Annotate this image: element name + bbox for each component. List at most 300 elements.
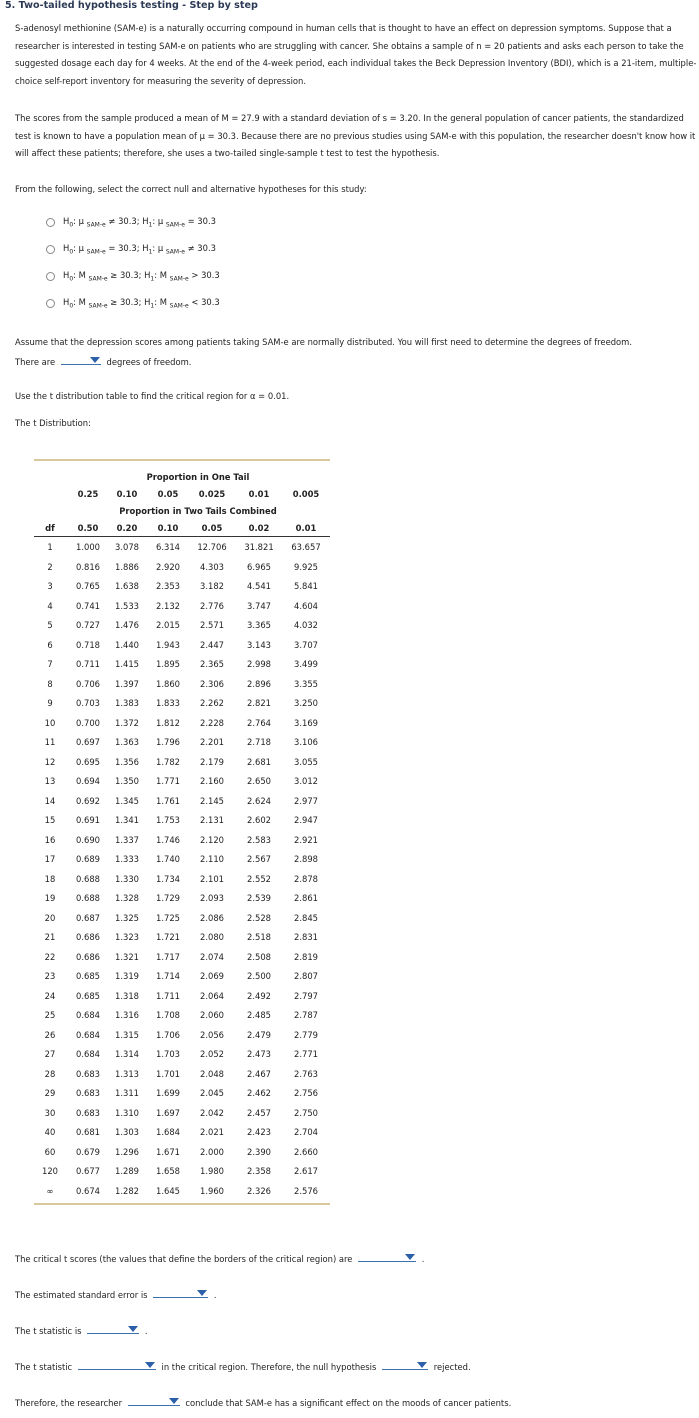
table-cell: 1.341 <box>115 815 139 825</box>
df-value: 11 <box>44 737 56 747</box>
df-after-text: degrees of freedom. <box>106 357 192 367</box>
table-cell: 0.703 <box>76 698 100 708</box>
table-cell: 0.687 <box>76 913 100 923</box>
table-cell: 2.998 <box>247 659 271 669</box>
table-cell: 1.761 <box>156 796 180 806</box>
two-tail-header: 0.02 <box>248 523 270 533</box>
table-cell: 1.708 <box>156 1010 180 1020</box>
table-cell: 2.787 <box>294 1010 318 1020</box>
table-cell: 0.694 <box>76 776 100 786</box>
hypothesis-option-text: $H_0$: μ $_{SAM-e}$ ≠ 30.3; $H_1$: μ $_{SAM-e}$ = 30.3 <box>63 216 216 229</box>
table-cell: 1.697 <box>156 1108 180 1118</box>
table-cell: 2.473 <box>247 1049 271 1059</box>
table-cell: 1.350 <box>115 776 139 786</box>
table-cell: 2.306 <box>200 679 224 689</box>
se-end: . <box>213 1290 217 1300</box>
df-value: 14 <box>44 796 56 806</box>
table-cell: 1.333 <box>115 854 139 864</box>
table-cell: 1.313 <box>115 1069 139 1079</box>
table-cell: 2.718 <box>247 737 271 747</box>
table-cell: 0.706 <box>76 679 100 689</box>
two-tail-header: 0.10 <box>157 523 179 533</box>
df-before-text: There are <box>15 357 56 367</box>
table-cell: 2.617 <box>294 1166 318 1176</box>
table-cell: 1.734 <box>156 874 180 884</box>
df-value: 2 <box>47 562 53 572</box>
table-cell: 2.861 <box>294 893 318 903</box>
table-cell: 2.779 <box>294 1030 318 1040</box>
table-cell: 2.539 <box>247 893 271 903</box>
one-tail-header: 0.25 <box>77 489 99 499</box>
table-cell: 2.764 <box>247 718 271 728</box>
table-cell: 3.707 <box>294 640 318 650</box>
hypothesis-option-text: $H_0$: M $_{SAM-e}$ ≥ 30.3; $H_1$: M $_{SAM-e}$ < 30.3 <box>63 297 220 310</box>
table-cell: 2.467 <box>247 1069 271 1079</box>
df-value: 17 <box>44 854 56 864</box>
se-text: The estimated standard error is <box>15 1290 148 1300</box>
chevron-down-icon <box>169 1398 179 1404</box>
table-cell: 2.807 <box>294 971 318 981</box>
table-cell: 0.691 <box>76 815 100 825</box>
region-question <box>15 1360 471 1372</box>
one-tail-header: 0.05 <box>157 489 179 499</box>
table-cell: 2.756 <box>294 1088 318 1098</box>
table-cell: 2.069 <box>200 971 224 981</box>
table-cell: 0.674 <box>76 1186 100 1196</box>
table-cell: 2.602 <box>247 815 271 825</box>
table-cell: 2.583 <box>247 835 271 845</box>
conclude-dropdown[interactable] <box>128 1396 180 1406</box>
table-cell: 2.064 <box>200 991 224 1001</box>
table-cell: 2.353 <box>156 581 180 591</box>
table-cell: 2.462 <box>247 1088 271 1098</box>
table-cell: 1.319 <box>115 971 139 981</box>
table-cell: 2.947 <box>294 815 318 825</box>
conclusion-question <box>15 1396 511 1408</box>
table-cell: 0.684 <box>76 1049 100 1059</box>
table-cell: 0.695 <box>76 757 100 767</box>
hypothesis-option[interactable] <box>46 243 216 256</box>
conclude-before-text: Therefore, the researcher <box>15 1398 123 1408</box>
table-cell: 1.356 <box>115 757 139 767</box>
table-cell: 1.658 <box>156 1166 180 1176</box>
table-cell: 2.358 <box>247 1166 271 1176</box>
table-cell: 3.182 <box>200 581 224 591</box>
table-cell: 2.819 <box>294 952 318 962</box>
table-cell: 4.303 <box>200 562 224 572</box>
df-value: 40 <box>44 1127 56 1137</box>
table-cell: 3.143 <box>247 640 271 650</box>
one-tail-header: 0.025 <box>198 489 226 499</box>
table-cell: 1.476 <box>115 620 139 630</box>
table-cell: 0.727 <box>76 620 100 630</box>
table-cell: 2.921 <box>294 835 318 845</box>
df-value: 19 <box>44 893 56 903</box>
chevron-down-icon <box>405 1254 415 1260</box>
table-cell: 1.328 <box>115 893 139 903</box>
df-value: 7 <box>47 659 53 669</box>
df-value: 25 <box>44 1010 56 1020</box>
table-cell: 0.718 <box>76 640 100 650</box>
df-value: 20 <box>44 913 56 923</box>
table-cell: 0.683 <box>76 1108 100 1118</box>
df-value: 5 <box>47 620 53 630</box>
table-cell: 2.650 <box>247 776 271 786</box>
table-cell: 2.086 <box>200 913 224 923</box>
critical-prompt: Use the t distribution table to find the critical region for α = 0.01. <box>15 391 290 401</box>
table-cell: 1.711 <box>156 991 180 1001</box>
table-cell: 0.765 <box>76 581 100 591</box>
table-cell: 1.318 <box>115 991 139 1001</box>
df-value: 23 <box>44 971 56 981</box>
table-cell: 0.697 <box>76 737 100 747</box>
table-cell: 4.604 <box>294 601 318 611</box>
table-cell: 2.797 <box>294 991 318 1001</box>
df-value: 3 <box>47 581 53 591</box>
table-cell: 2.763 <box>294 1069 318 1079</box>
table-cell: 3.106 <box>294 737 318 747</box>
table-cell: 2.101 <box>200 874 224 884</box>
table-cell: 63.657 <box>291 542 321 552</box>
radio-button[interactable] <box>46 272 55 281</box>
table-cell: 1.645 <box>156 1186 180 1196</box>
table-cell: 1.363 <box>115 737 139 747</box>
df-header: df <box>45 523 55 533</box>
table-cell: 2.821 <box>247 698 271 708</box>
region-end-text: rejected. <box>433 1362 471 1372</box>
table-cell: 1.746 <box>156 835 180 845</box>
table-cell: 2.228 <box>200 718 224 728</box>
table-cell: 2.365 <box>200 659 224 669</box>
table-cell: 2.060 <box>200 1010 224 1020</box>
table-cell: 2.048 <box>200 1069 224 1079</box>
table-cell: 3.078 <box>115 542 139 552</box>
table-cell: 2.080 <box>200 932 224 942</box>
two-tail-header: 0.50 <box>77 523 99 533</box>
table-header-rule <box>34 536 330 537</box>
df-value: 1 <box>47 542 53 552</box>
table-cell: 1.706 <box>156 1030 180 1040</box>
table-cell: 0.688 <box>76 893 100 903</box>
table-cell: 5.841 <box>294 581 318 591</box>
table-cell: 2.576 <box>294 1186 318 1196</box>
table-cell: 0.816 <box>76 562 100 572</box>
table-cell: 1.740 <box>156 854 180 864</box>
df-value: ∞ <box>46 1186 54 1196</box>
table-cell: 1.714 <box>156 971 180 981</box>
df-value: 15 <box>44 815 56 825</box>
chevron-down-icon <box>417 1362 427 1368</box>
table-cell: 3.012 <box>294 776 318 786</box>
table-cell: 2.508 <box>247 952 271 962</box>
table-cell: 1.860 <box>156 679 180 689</box>
table-cell: 2.552 <box>247 874 271 884</box>
table-cell: 1.345 <box>115 796 139 806</box>
table-cell: 1.886 <box>115 562 139 572</box>
table-cell: 3.365 <box>247 620 271 630</box>
df-value: 13 <box>44 776 56 786</box>
table-cell: 0.700 <box>76 718 100 728</box>
chevron-down-icon <box>90 357 100 363</box>
table-cell: 2.660 <box>294 1147 318 1157</box>
table-cell: 2.262 <box>200 698 224 708</box>
radio-button[interactable] <box>46 218 55 227</box>
page-title: 5. Two-tailed hypothesis testing - Step by step <box>5 0 258 11</box>
table-cell: 1.330 <box>115 874 139 884</box>
two-tail-header: 0.05 <box>201 523 223 533</box>
df-value: 22 <box>44 952 56 962</box>
table-cell: 1.796 <box>156 737 180 747</box>
table-cell: 1.729 <box>156 893 180 903</box>
df-value: 18 <box>44 874 56 884</box>
table-cell: 0.711 <box>76 659 100 669</box>
table-cell: 2.390 <box>247 1147 271 1157</box>
one-tail-header: 0.10 <box>116 489 138 499</box>
table-cell: 3.499 <box>294 659 318 669</box>
table-cell: 2.042 <box>200 1108 224 1118</box>
one-tail-label: Proportion in One Tail <box>146 472 250 482</box>
table-cell: 1.533 <box>115 601 139 611</box>
table-cell: 2.528 <box>247 913 271 923</box>
table-top-rule <box>34 459 330 461</box>
table-cell: 2.110 <box>200 854 224 864</box>
table-cell: 1.753 <box>156 815 180 825</box>
table-cell: 0.688 <box>76 874 100 884</box>
df-value: 60 <box>44 1147 56 1157</box>
table-cell: 1.415 <box>115 659 139 669</box>
two-tail-header: 0.01 <box>295 523 317 533</box>
table-cell: 2.492 <box>247 991 271 1001</box>
table-cell: 1.316 <box>115 1010 139 1020</box>
table-cell: 1.440 <box>115 640 139 650</box>
null-rejected-dropdown[interactable] <box>382 1360 428 1370</box>
table-cell: 0.679 <box>76 1147 100 1157</box>
table-cell: 3.169 <box>294 718 318 728</box>
table-cell: 1.325 <box>115 913 139 923</box>
table-cell: 2.771 <box>294 1049 318 1059</box>
df-value: 8 <box>47 679 53 689</box>
table-cell: 2.423 <box>247 1127 271 1137</box>
table-cell: 2.160 <box>200 776 224 786</box>
table-cell: 0.683 <box>76 1069 100 1079</box>
table-cell: 1.771 <box>156 776 180 786</box>
region-before-text: The t statistic <box>15 1362 73 1372</box>
table-cell: 1.296 <box>115 1147 139 1157</box>
table-cell: 1.895 <box>156 659 180 669</box>
df-value: 4 <box>47 601 53 611</box>
chevron-down-icon <box>128 1326 138 1332</box>
table-cell: 1.699 <box>156 1088 180 1098</box>
df-value: 12 <box>44 757 56 767</box>
table-cell: 1.310 <box>115 1108 139 1118</box>
table-cell: 0.684 <box>76 1030 100 1040</box>
table-cell: 2.681 <box>247 757 271 767</box>
table-cell: 0.677 <box>76 1166 100 1176</box>
se-question <box>15 1288 217 1300</box>
table-cell: 1.725 <box>156 913 180 923</box>
table-cell: 1.311 <box>115 1088 139 1098</box>
one-tail-header: 0.005 <box>292 489 320 499</box>
two-tail-label: Proportion in Two Tails Combined <box>119 506 277 516</box>
table-cell: 0.686 <box>76 932 100 942</box>
table-cell: 2.457 <box>247 1108 271 1118</box>
table-cell: 1.701 <box>156 1069 180 1079</box>
df-value: 29 <box>44 1088 56 1098</box>
table-cell: 2.776 <box>200 601 224 611</box>
table-cell: 31.821 <box>244 542 274 552</box>
radio-button[interactable] <box>46 299 55 308</box>
table-cell: 1.314 <box>115 1049 139 1059</box>
df-value: 24 <box>44 991 56 1001</box>
region-mid-text: in the critical region. Therefore, the null hypothesis <box>161 1362 377 1372</box>
table-cell: 1.782 <box>156 757 180 767</box>
table-cell: 0.685 <box>76 991 100 1001</box>
table-cell: 1.321 <box>115 952 139 962</box>
table-cell: 1.960 <box>200 1186 224 1196</box>
table-cell: 12.706 <box>197 542 227 552</box>
hypothesis-prompt: From the following, select the correct null and alternative hypotheses for this study: <box>15 184 367 194</box>
se-dropdown[interactable] <box>153 1288 208 1298</box>
one-tail-header: 0.01 <box>248 489 270 499</box>
table-cell: 1.383 <box>115 698 139 708</box>
critical-dropdown[interactable] <box>358 1252 416 1262</box>
table-cell: 2.021 <box>200 1127 224 1137</box>
hypothesis-option[interactable] <box>46 270 220 283</box>
critical-text: The critical t scores (the values that define the borders of the critical region) are <box>15 1254 353 1264</box>
table-cell: 2.447 <box>200 640 224 650</box>
table-cell: 2.845 <box>294 913 318 923</box>
table-cell: 1.303 <box>115 1127 139 1137</box>
table-cell: 2.000 <box>200 1147 224 1157</box>
conclude-after-text: conclude that SAM-e has a significant effect on the moods of cancer patients. <box>185 1398 512 1408</box>
tstat-text: The t statistic is <box>15 1326 82 1336</box>
hypothesis-option[interactable] <box>46 216 216 229</box>
table-cell: 0.692 <box>76 796 100 806</box>
table-cell: 1.638 <box>115 581 139 591</box>
table-cell: 2.571 <box>200 620 224 630</box>
hypothesis-option[interactable] <box>46 297 220 310</box>
table-cell: 2.015 <box>156 620 180 630</box>
df-value: 120 <box>42 1166 58 1176</box>
table-cell: 2.896 <box>247 679 271 689</box>
critical-question <box>15 1252 424 1264</box>
table-cell: 2.052 <box>200 1049 224 1059</box>
table-cell: 3.747 <box>247 601 271 611</box>
hypothesis-option-text: $H_0$: μ $_{SAM-e}$ = 30.3; $H_1$: μ $_{SAM-e}$ ≠ 30.3 <box>63 243 216 256</box>
df-value: 27 <box>44 1049 56 1059</box>
table-cell: 2.326 <box>247 1186 271 1196</box>
df-value: 16 <box>44 835 56 845</box>
table-cell: 2.977 <box>294 796 318 806</box>
table-cell: 1.337 <box>115 835 139 845</box>
table-cell: 2.750 <box>294 1108 318 1118</box>
table-cell: 0.683 <box>76 1088 100 1098</box>
table-cell: 2.145 <box>200 796 224 806</box>
table-cell: 2.518 <box>247 932 271 942</box>
table-cell: 3.355 <box>294 679 318 689</box>
chevron-down-icon <box>145 1362 155 1368</box>
table-cell: 2.201 <box>200 737 224 747</box>
df-question <box>15 355 191 367</box>
tstat-question <box>15 1324 148 1336</box>
df-sentence: Assume that the depression scores among patients taking SAM-e are normally distributed. You will first need to determine the degrees of freedom. <box>15 337 632 347</box>
table-cell: 0.690 <box>76 835 100 845</box>
table-cell: 2.567 <box>247 854 271 864</box>
tstat-dropdown[interactable] <box>87 1324 139 1334</box>
table-cell: 0.684 <box>76 1010 100 1020</box>
table-cell: 1.721 <box>156 932 180 942</box>
table-cell: 1.323 <box>115 932 139 942</box>
df-dropdown[interactable] <box>61 355 101 365</box>
table-cell: 1.703 <box>156 1049 180 1059</box>
region-dropdown[interactable] <box>78 1360 156 1370</box>
table-cell: 2.093 <box>200 893 224 903</box>
table-cell: 2.878 <box>294 874 318 884</box>
table-cell: 2.920 <box>156 562 180 572</box>
radio-button[interactable] <box>46 245 55 254</box>
table-cell: 0.686 <box>76 952 100 962</box>
df-value: 30 <box>44 1108 56 1118</box>
table-cell: 2.045 <box>200 1088 224 1098</box>
table-cell: 1.812 <box>156 718 180 728</box>
df-value: 28 <box>44 1069 56 1079</box>
table-cell: 3.250 <box>294 698 318 708</box>
tstat-end: . <box>144 1326 148 1336</box>
table-cell: 2.132 <box>156 601 180 611</box>
table-cell: 1.943 <box>156 640 180 650</box>
df-value: 21 <box>44 932 56 942</box>
table-cell: 2.624 <box>247 796 271 806</box>
intro-paragraph: S-adenosyl methionine (SAM-e) is a naturally occurring compound in human cells that is thought to have an effect on depression symptoms. Suppose that a researcher is interested in testing SAM-e on patients who are struggling with cancer. She obtains a sample of n = 20 patients and asks each person to take the suggested dosage each day for 4 weeks. At the end of the 4-week period, each individual takes the Beck Depression Inventory (BDI), which is a 21-item, multiple-choice self-report inventory for measuring the severity of depression. <box>15 23 697 86</box>
table-cell: 6.965 <box>247 562 271 572</box>
table-cell: 1.980 <box>200 1166 224 1176</box>
table-cell: 2.704 <box>294 1127 318 1137</box>
table-cell: 1.315 <box>115 1030 139 1040</box>
df-value: 9 <box>47 698 53 708</box>
table-cell: 2.831 <box>294 932 318 942</box>
table-cell: 1.397 <box>115 679 139 689</box>
two-tail-header: 0.20 <box>116 523 138 533</box>
table-cell: 0.685 <box>76 971 100 981</box>
df-value: 6 <box>47 640 53 650</box>
table-cell: 2.479 <box>247 1030 271 1040</box>
table-cell: 3.055 <box>294 757 318 767</box>
table-cell: 1.671 <box>156 1147 180 1157</box>
table-cell: 1.717 <box>156 952 180 962</box>
table-cell: 1.000 <box>76 542 100 552</box>
table-cell: 2.074 <box>200 952 224 962</box>
table-bottom-rule <box>34 1203 330 1205</box>
table-cell: 0.681 <box>76 1127 100 1137</box>
table-cell: 4.032 <box>294 620 318 630</box>
table-cell: 2.131 <box>200 815 224 825</box>
table-cell: 1.289 <box>115 1166 139 1176</box>
table-cell: 2.500 <box>247 971 271 981</box>
scores-paragraph: The scores from the sample produced a mean of M = 27.9 with a standard deviation of s = 3.20. In the general population of cancer patients, the standardized test is known to have a population mean of μ = 30.3. Because there are no previous studies using SAM-e with this population, the researcher doesn't know how it will affect these patients; therefore, she uses a two-tailed single-sample t test to test the hypothesis. <box>15 113 696 158</box>
table-cell: 6.314 <box>156 542 180 552</box>
df-value: 26 <box>44 1030 56 1040</box>
df-value: 10 <box>44 718 56 728</box>
table-cell: 2.056 <box>200 1030 224 1040</box>
table-cell: 2.120 <box>200 835 224 845</box>
table-cell: 1.282 <box>115 1186 139 1196</box>
table-cell: 2.179 <box>200 757 224 767</box>
table-cell: 1.684 <box>156 1127 180 1137</box>
table-cell: 2.898 <box>294 854 318 864</box>
hypothesis-option-text: $H_0$: M $_{SAM-e}$ ≥ 30.3; $H_1$: M $_{SAM-e}$ > 30.3 <box>63 270 220 283</box>
table-cell: 1.833 <box>156 698 180 708</box>
table-cell: 2.485 <box>247 1010 271 1020</box>
